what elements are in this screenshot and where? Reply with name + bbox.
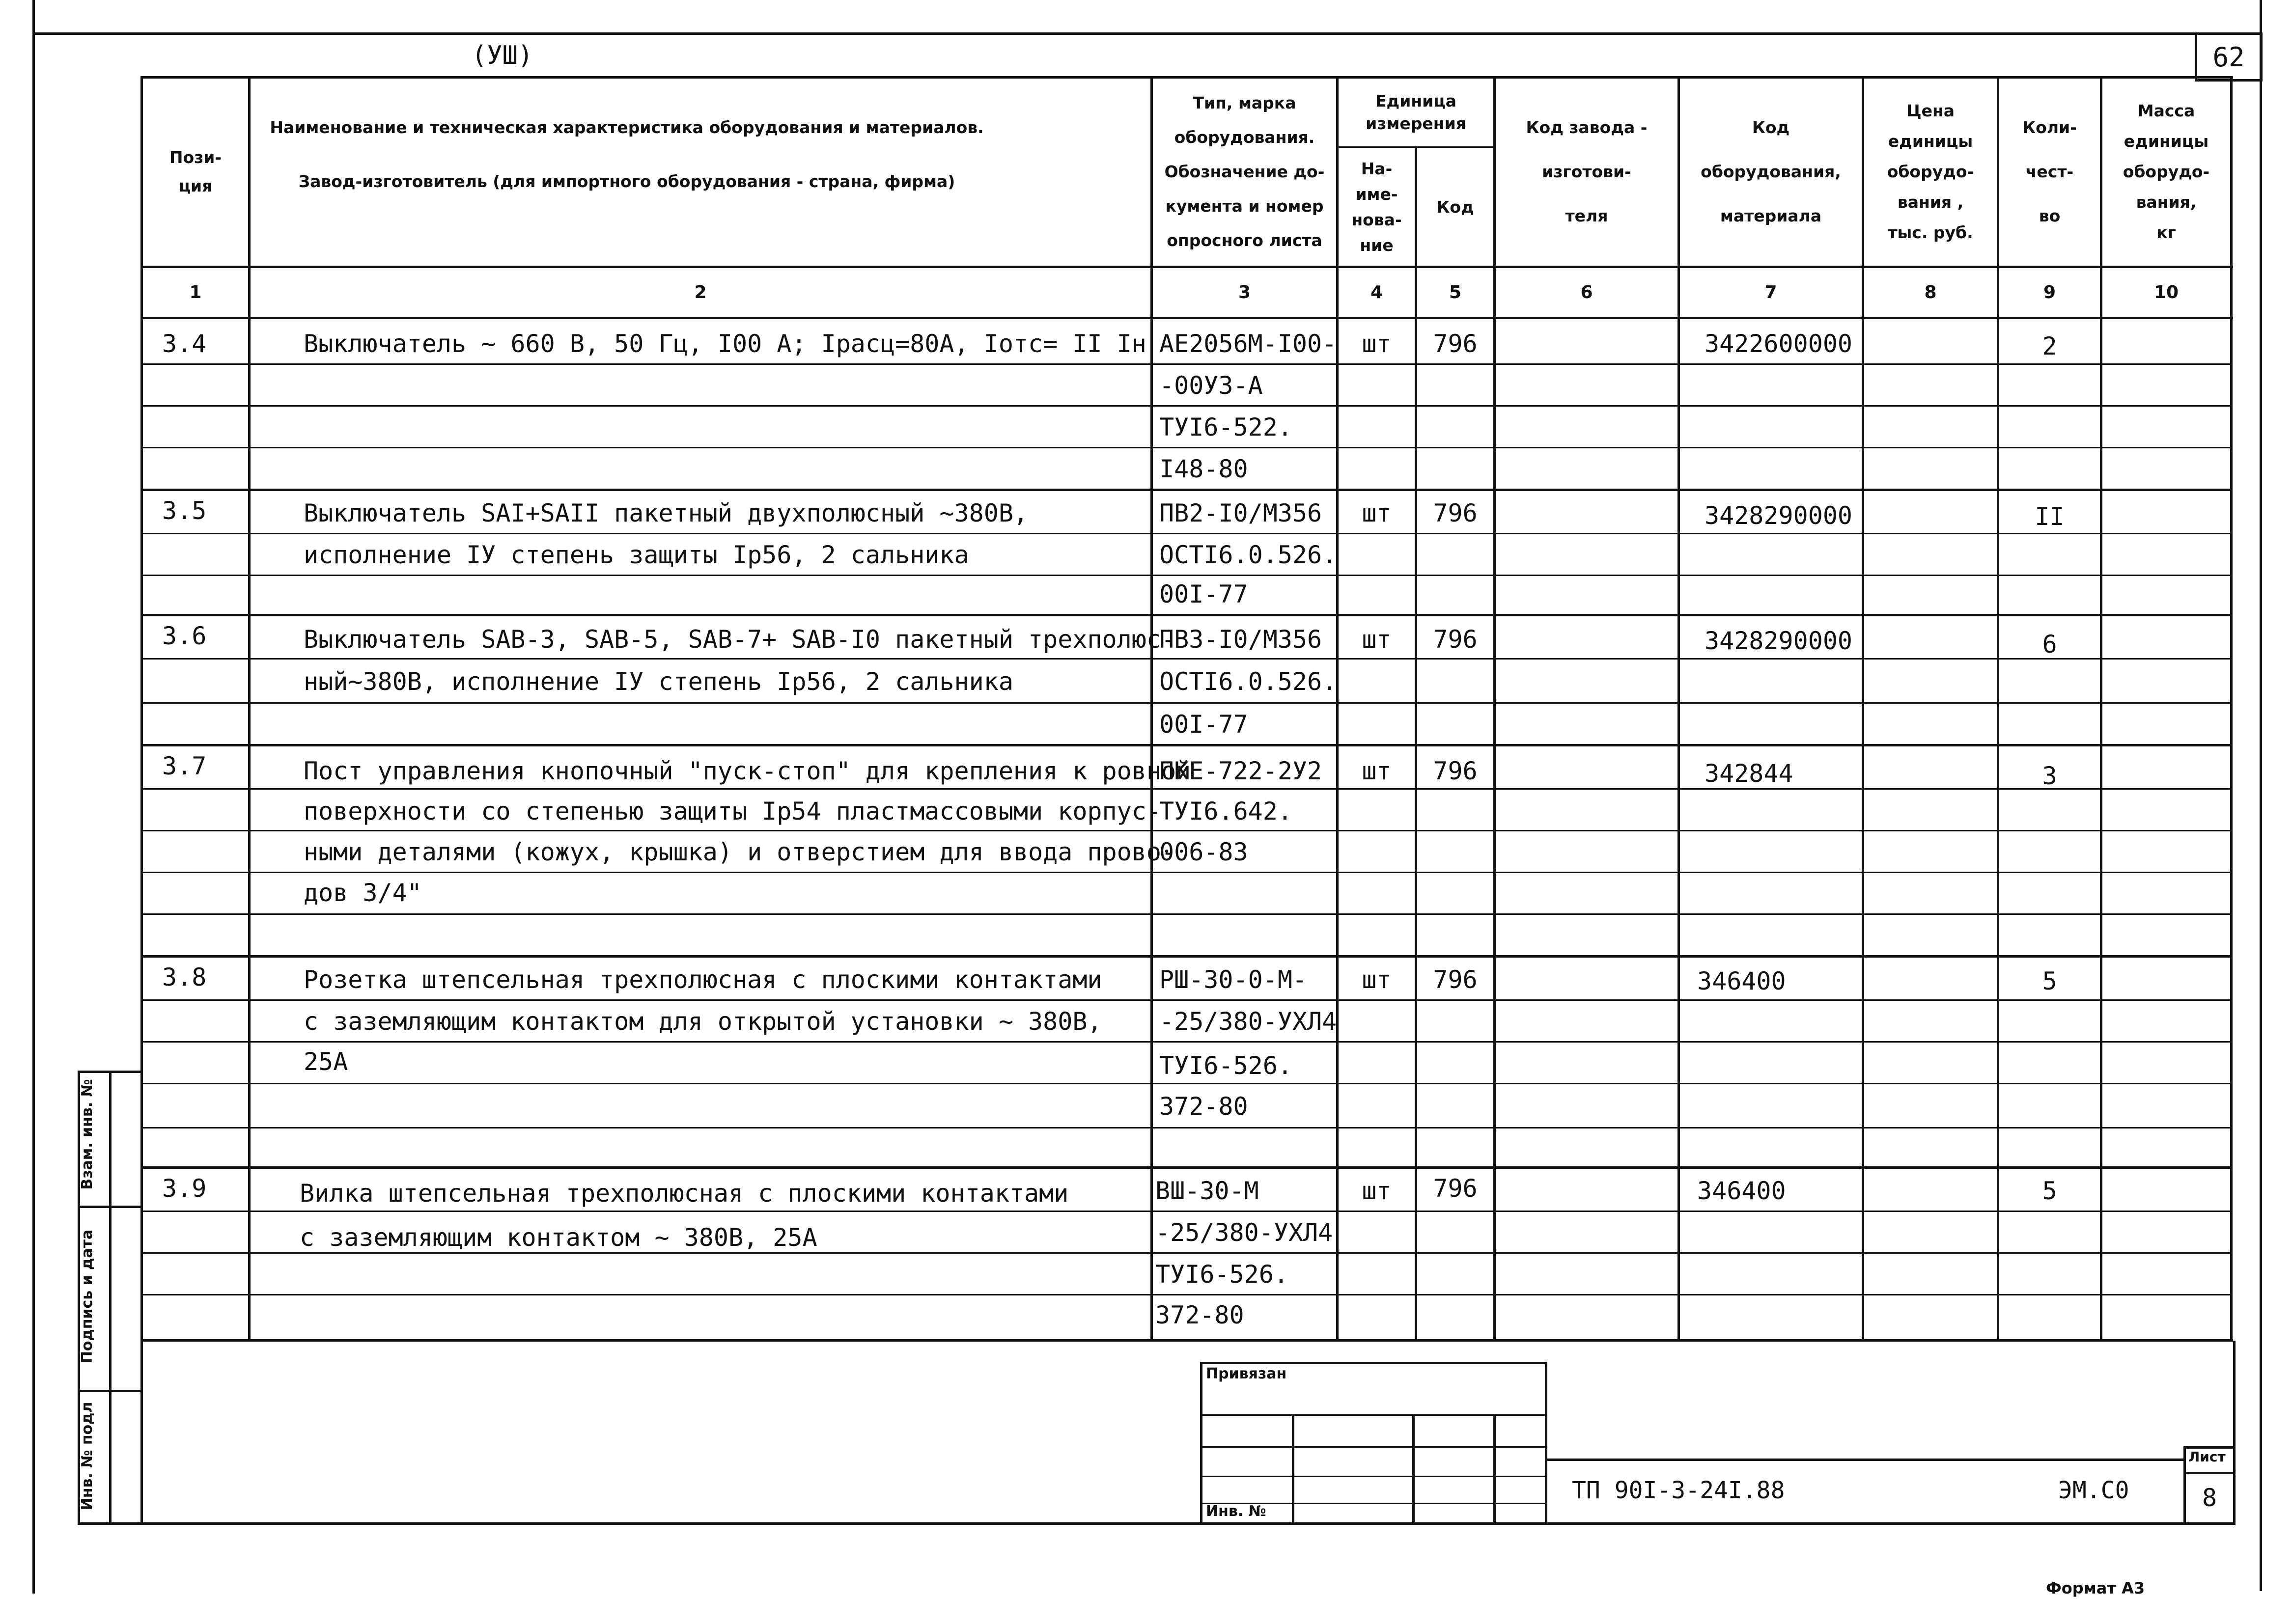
row-type-line: -25/380-УХЛ4 bbox=[1155, 1218, 1333, 1247]
format-label: Формат А3 bbox=[2046, 1579, 2145, 1597]
row-position: 3.8 bbox=[162, 963, 207, 991]
sheet-number: 8 bbox=[2202, 1484, 2217, 1512]
row-type-line: ТУI6-522. bbox=[1159, 413, 1292, 441]
row-type-line: АЕ2056М-I00- bbox=[1159, 330, 1337, 358]
col-line-8 bbox=[1997, 76, 1999, 1341]
row-equipment-code: 342844 bbox=[1705, 759, 1793, 788]
stamp-attached-label: Привязан bbox=[1206, 1365, 1287, 1382]
col-line-2 bbox=[1150, 76, 1153, 1341]
row-name-line: исполнение IУ степень защиты Ip56, 2 сальника bbox=[304, 541, 969, 569]
header-factory-code: Код завода - изготови- теля bbox=[1526, 118, 1648, 225]
row-quantity: II bbox=[2035, 502, 2065, 531]
row-unit: шт bbox=[1362, 1177, 1392, 1205]
col-line-9 bbox=[2100, 76, 2102, 1341]
row-type-line: 372-80 bbox=[1155, 1301, 1244, 1329]
row-separator bbox=[140, 614, 2230, 616]
header-unit-code: Код bbox=[1436, 197, 1474, 217]
row-subline bbox=[140, 447, 2230, 448]
row-equipment-code: 3428290000 bbox=[1705, 501, 1853, 530]
row-unit: шт bbox=[1362, 625, 1392, 654]
row-name-line: 25А bbox=[304, 1047, 348, 1076]
row-type-line: 006-83 bbox=[1159, 838, 1248, 866]
row-quantity: 6 bbox=[2042, 630, 2057, 659]
row-unit: шт bbox=[1362, 330, 1392, 358]
row-unit-code: 796 bbox=[1433, 625, 1478, 654]
colnum-bottom-line bbox=[140, 317, 2233, 319]
row-separator bbox=[140, 489, 2230, 491]
stamp-col bbox=[1412, 1414, 1415, 1523]
stamp-col bbox=[1493, 1414, 1496, 1523]
row-equipment-code: 3428290000 bbox=[1705, 627, 1853, 655]
frame-right-edge bbox=[2260, 0, 2262, 1591]
row-separator bbox=[140, 955, 2230, 958]
row-type-line: ТУI6-526. bbox=[1155, 1260, 1288, 1289]
frame-bottom-line bbox=[78, 1522, 2234, 1525]
header-unit-name: На- име- нова- ние bbox=[1351, 159, 1402, 255]
row-type-line: ОСТI6.0.526. bbox=[1159, 541, 1337, 569]
colnum-7: 7 bbox=[1764, 282, 1777, 303]
row-separator bbox=[140, 1166, 2230, 1169]
row-type-line: -00У3-А bbox=[1159, 371, 1263, 400]
row-unit: шт bbox=[1362, 965, 1392, 994]
col-line-3 bbox=[1336, 76, 1339, 1341]
row-name-line: ными деталями (кожух, крышка) и отверстием для ввода прово- bbox=[304, 838, 1176, 866]
side-strip-divider bbox=[109, 1071, 112, 1525]
row-position: 3.7 bbox=[162, 752, 207, 780]
row-unit-code: 796 bbox=[1433, 965, 1478, 994]
row-type-line: ТУI6.642. bbox=[1159, 797, 1292, 826]
row-type-line: ВШ-30-М bbox=[1155, 1177, 1259, 1205]
header-equipment-code: Код оборудования, материала bbox=[1701, 118, 1841, 225]
row-name-line: дов 3/4" bbox=[304, 879, 422, 907]
row-subline bbox=[140, 1127, 2230, 1129]
row-subline bbox=[140, 1041, 2230, 1043]
row-unit-code: 796 bbox=[1433, 1174, 1478, 1203]
doc-mark: ЭМ.С0 bbox=[2058, 1477, 2129, 1504]
stamp-col bbox=[1292, 1414, 1294, 1523]
col-line-6 bbox=[1677, 76, 1680, 1341]
row-quantity: 3 bbox=[2042, 762, 2057, 790]
row-unit-code: 796 bbox=[1433, 499, 1478, 527]
col-line-1 bbox=[248, 76, 251, 1341]
row-unit: шт bbox=[1362, 499, 1392, 527]
frame-left-edge bbox=[32, 0, 35, 1594]
header-type: Тип, марка оборудования. Обозначение до- кумента и номер опросного листа bbox=[1164, 93, 1325, 250]
row-position: 3.4 bbox=[162, 330, 207, 358]
col-line-5 bbox=[1493, 76, 1496, 1341]
row-subline bbox=[140, 913, 2230, 915]
row-name-line: ный~380В, исполнение IУ степень Ip56, 2 сальника bbox=[304, 667, 1013, 696]
colnum-5: 5 bbox=[1449, 282, 1462, 303]
row-subline bbox=[140, 702, 2230, 704]
row-subline bbox=[140, 999, 2230, 1001]
col-line-10 bbox=[2230, 76, 2233, 1341]
row-unit-code: 796 bbox=[1433, 757, 1478, 785]
row-name-line: Пост управления кнопочный "пуск-стоп" для крепления к ровной bbox=[304, 757, 1191, 785]
row-name-line: Вилка штепсельная трехполюсная с плоскими контактами bbox=[300, 1179, 1069, 1208]
colnum-9: 9 bbox=[2043, 282, 2056, 303]
row-type-line: ПВ3-I0/М356 bbox=[1159, 625, 1322, 654]
row-position: 3.5 bbox=[162, 496, 207, 525]
header-position: Пози- ция bbox=[169, 148, 222, 195]
row-name-line: Выключатель ~ 660 В, 50 Гц, I00 А; Iрасц=80А, Iотс= II Iн bbox=[304, 330, 1146, 358]
sheet-label: Лист bbox=[2188, 1449, 2226, 1465]
col-line-7 bbox=[1862, 76, 1864, 1341]
row-name-line: Розетка штепсельная трехполюсная с плоскими контактами bbox=[304, 965, 1102, 994]
colnum-2: 2 bbox=[694, 282, 707, 303]
header-quantity: Коли- чест- во bbox=[2022, 118, 2077, 225]
row-name-line: Выключатель SАВ-3, SАВ-5, SАВ-7+ SАВ-I0 пакетный трехполюс- bbox=[304, 625, 1176, 654]
row-position: 3.9 bbox=[162, 1174, 207, 1203]
row-type-line: -25/380-УХЛ4 bbox=[1159, 1007, 1337, 1036]
header-unit-group: Единица измерения bbox=[1366, 91, 1466, 133]
colnum-6: 6 bbox=[1580, 282, 1593, 303]
header-name: Наименование и техническая характеристика оборудования и материалов. Завод-изготовитель (для импортного оборудования - страна, фирма) bbox=[270, 118, 984, 191]
side-label-sign-date: Подпись и дата bbox=[79, 1229, 96, 1364]
row-quantity: 2 bbox=[2042, 332, 2057, 360]
header-unit-price: Цена единицы оборудо- вания , тыс. руб. bbox=[1887, 101, 1974, 242]
row-separator bbox=[140, 744, 2230, 746]
row-subline bbox=[140, 363, 2230, 365]
row-type-line: 00I-77 bbox=[1159, 580, 1248, 608]
row-name-line: поверхности со степенью защиты Ip54 пластмассовыми корпус- bbox=[304, 797, 1161, 826]
row-type-line: РШ-30-0-М- bbox=[1159, 965, 1308, 994]
colnum-8: 8 bbox=[1924, 282, 1937, 303]
frame-top-edge bbox=[32, 32, 2263, 35]
side-label-inv-orig: Инв. № подл bbox=[79, 1402, 96, 1511]
row-equipment-code: 346400 bbox=[1697, 967, 1786, 995]
row-subline bbox=[140, 405, 2230, 407]
table-body-bottom bbox=[140, 1339, 2233, 1342]
colnum-4: 4 bbox=[1370, 282, 1383, 303]
row-type-line: ПВ2-I0/М356 bbox=[1159, 499, 1322, 527]
row-type-line: ПКЕ-722-2У2 bbox=[1159, 757, 1322, 785]
colnum-1: 1 bbox=[189, 282, 202, 303]
row-name-line: с заземляющим контактом для открытой установки ~ 380В, bbox=[304, 1007, 1102, 1036]
section-mark: (УШ) bbox=[472, 41, 533, 70]
row-name-line: с заземляющим контактом ~ 380В, 25А bbox=[300, 1223, 817, 1252]
page-number: 62 bbox=[2212, 41, 2245, 73]
row-unit: шт bbox=[1362, 757, 1392, 785]
row-unit-code: 796 bbox=[1433, 330, 1478, 358]
row-type-line: 372-80 bbox=[1159, 1092, 1248, 1121]
side-label-inv-replaced: Взам. инв. № bbox=[79, 1079, 96, 1190]
row-quantity: 5 bbox=[2042, 967, 2057, 995]
row-name-line: Выключатель SАI+SАII пакетный двухполюсный ~380В, bbox=[304, 499, 1029, 527]
row-type-line: ТУI6-526. bbox=[1159, 1051, 1292, 1080]
row-subline bbox=[140, 533, 2230, 534]
row-quantity: 5 bbox=[2042, 1177, 2057, 1205]
row-type-line: 00I-77 bbox=[1159, 710, 1248, 739]
stamp-inv-label: Инв. № bbox=[1206, 1503, 1266, 1520]
row-equipment-code: 3422600000 bbox=[1705, 330, 1853, 358]
row-equipment-code: 346400 bbox=[1697, 1177, 1786, 1205]
stamp-title-top bbox=[1547, 1459, 2186, 1461]
colnum-10: 10 bbox=[2153, 282, 2179, 303]
row-type-line: ОСТI6.0.526. bbox=[1159, 667, 1337, 696]
header-unit-mass: Масса единицы оборудо- вания, кг bbox=[2123, 101, 2210, 242]
row-type-line: I48-80 bbox=[1159, 455, 1248, 483]
row-position: 3.6 bbox=[162, 622, 207, 650]
colnum-3: 3 bbox=[1238, 282, 1251, 303]
doc-code: ТП 90I-3-24I.88 bbox=[1572, 1477, 1785, 1504]
row-subline bbox=[140, 872, 2230, 873]
